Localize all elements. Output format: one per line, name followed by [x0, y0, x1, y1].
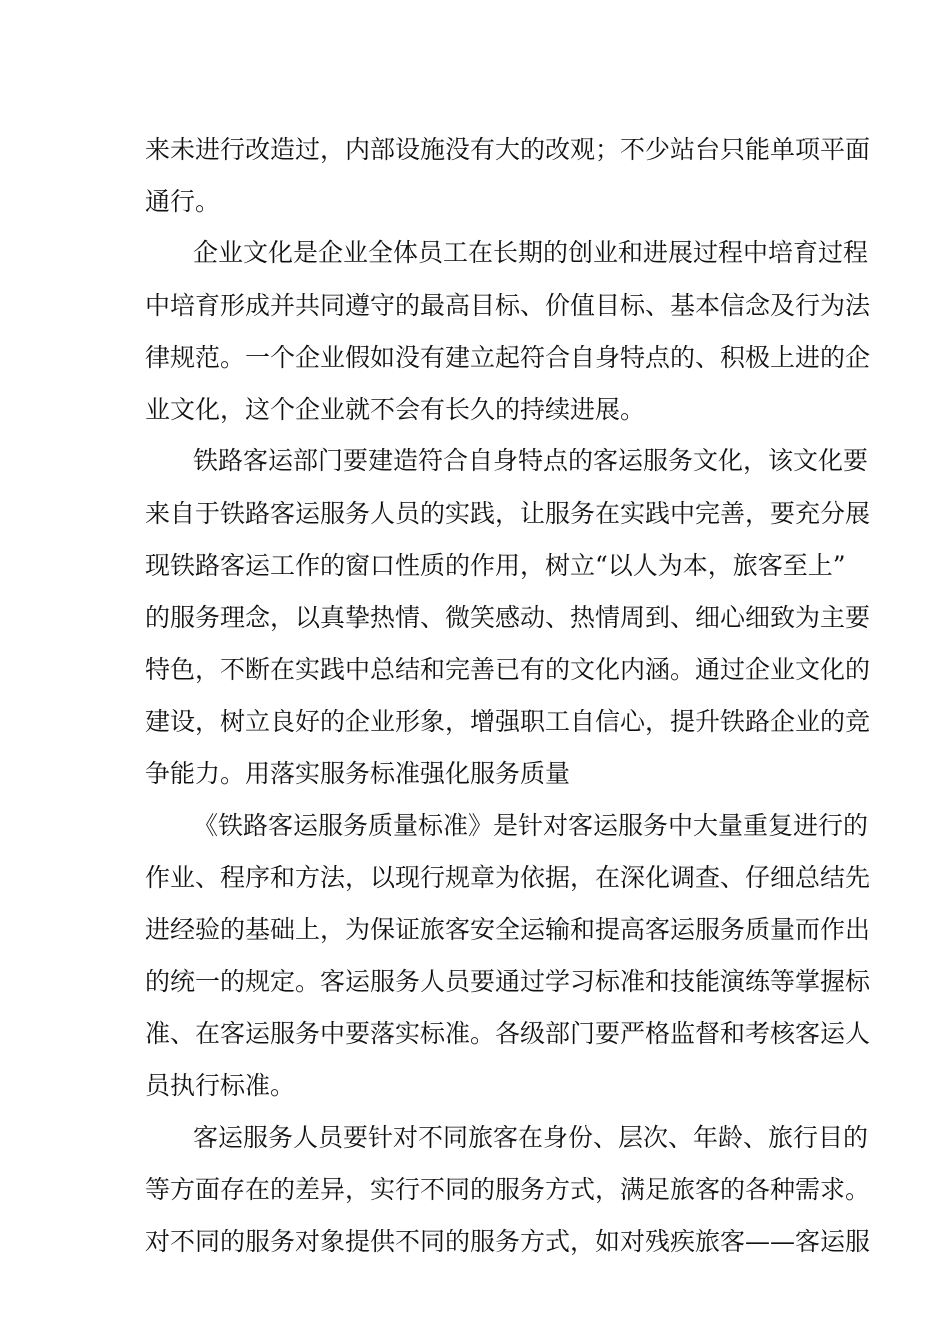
text-line: 现铁路客运工作的窗口性质的作用，树立“以人为本，旅客至上”	[145, 551, 846, 580]
text-line: 业文化，这个企业就不会有长久的持续进展。	[145, 395, 646, 424]
text-line: 来自于铁路客运服务人员的实践，让服务在实践中完善，要充分展	[145, 499, 871, 528]
text-line: 员执行标准。	[145, 1071, 296, 1100]
text-line: 来未进行改造过，内部设施没有大的改观；不少站台只能单项平面	[145, 135, 871, 164]
text-line: 准、在客运服务中要落实标准。各级部门要严格监督和考核客运人	[145, 1019, 871, 1048]
text-line: 的统一的规定。客运服务人员要通过学习标准和技能演练等掌握标	[145, 967, 871, 996]
text-line: 进经验的基础上，为保证旅客安全运输和提高客运服务质量而作出	[145, 915, 871, 944]
text-line: 建设，树立良好的企业形象，增强职工自信心，提升铁路企业的竞	[145, 707, 871, 736]
text-line: 争能力。用落实服务标准强化服务质量	[145, 759, 571, 788]
text-line: 的服务理念，以真挚热情、微笑感动、热情周到、细心细致为主要	[145, 603, 871, 632]
text-line: 中培育形成并共同遵守的最高目标、价值目标、基本信念及行为法	[145, 291, 871, 320]
text-line: 通行。	[145, 187, 221, 216]
text-line: 等方面存在的差异，实行不同的服务方式，满足旅客的各种需求。	[145, 1175, 871, 1204]
text-line: 律规范。一个企业假如没有建立起符合自身特点的、积极上进的企	[145, 343, 871, 372]
text-line: 作业、程序和方法，以现行规章为依据，在深化调查、仔细总结先	[145, 863, 871, 892]
text-line: 企业文化是企业全体员工在长期的创业和进展过程中培育过程	[193, 238, 869, 267]
text-line: 客运服务人员要针对不同旅客在身份、层次、年龄、旅行目的	[193, 1123, 869, 1152]
text-line: 《铁路客运服务质量标准》是针对客运服务中大量重复进行的	[193, 811, 869, 840]
text-line: 对不同的服务对象提供不同的服务方式，如对残疾旅客——客运服	[145, 1227, 871, 1256]
text-line: 铁路客运部门要建造符合自身特点的客运服务文化，该文化要	[193, 446, 869, 475]
text-line: 特色，不断在实践中总结和完善已有的文化内涵。通过企业文化的	[145, 655, 871, 684]
